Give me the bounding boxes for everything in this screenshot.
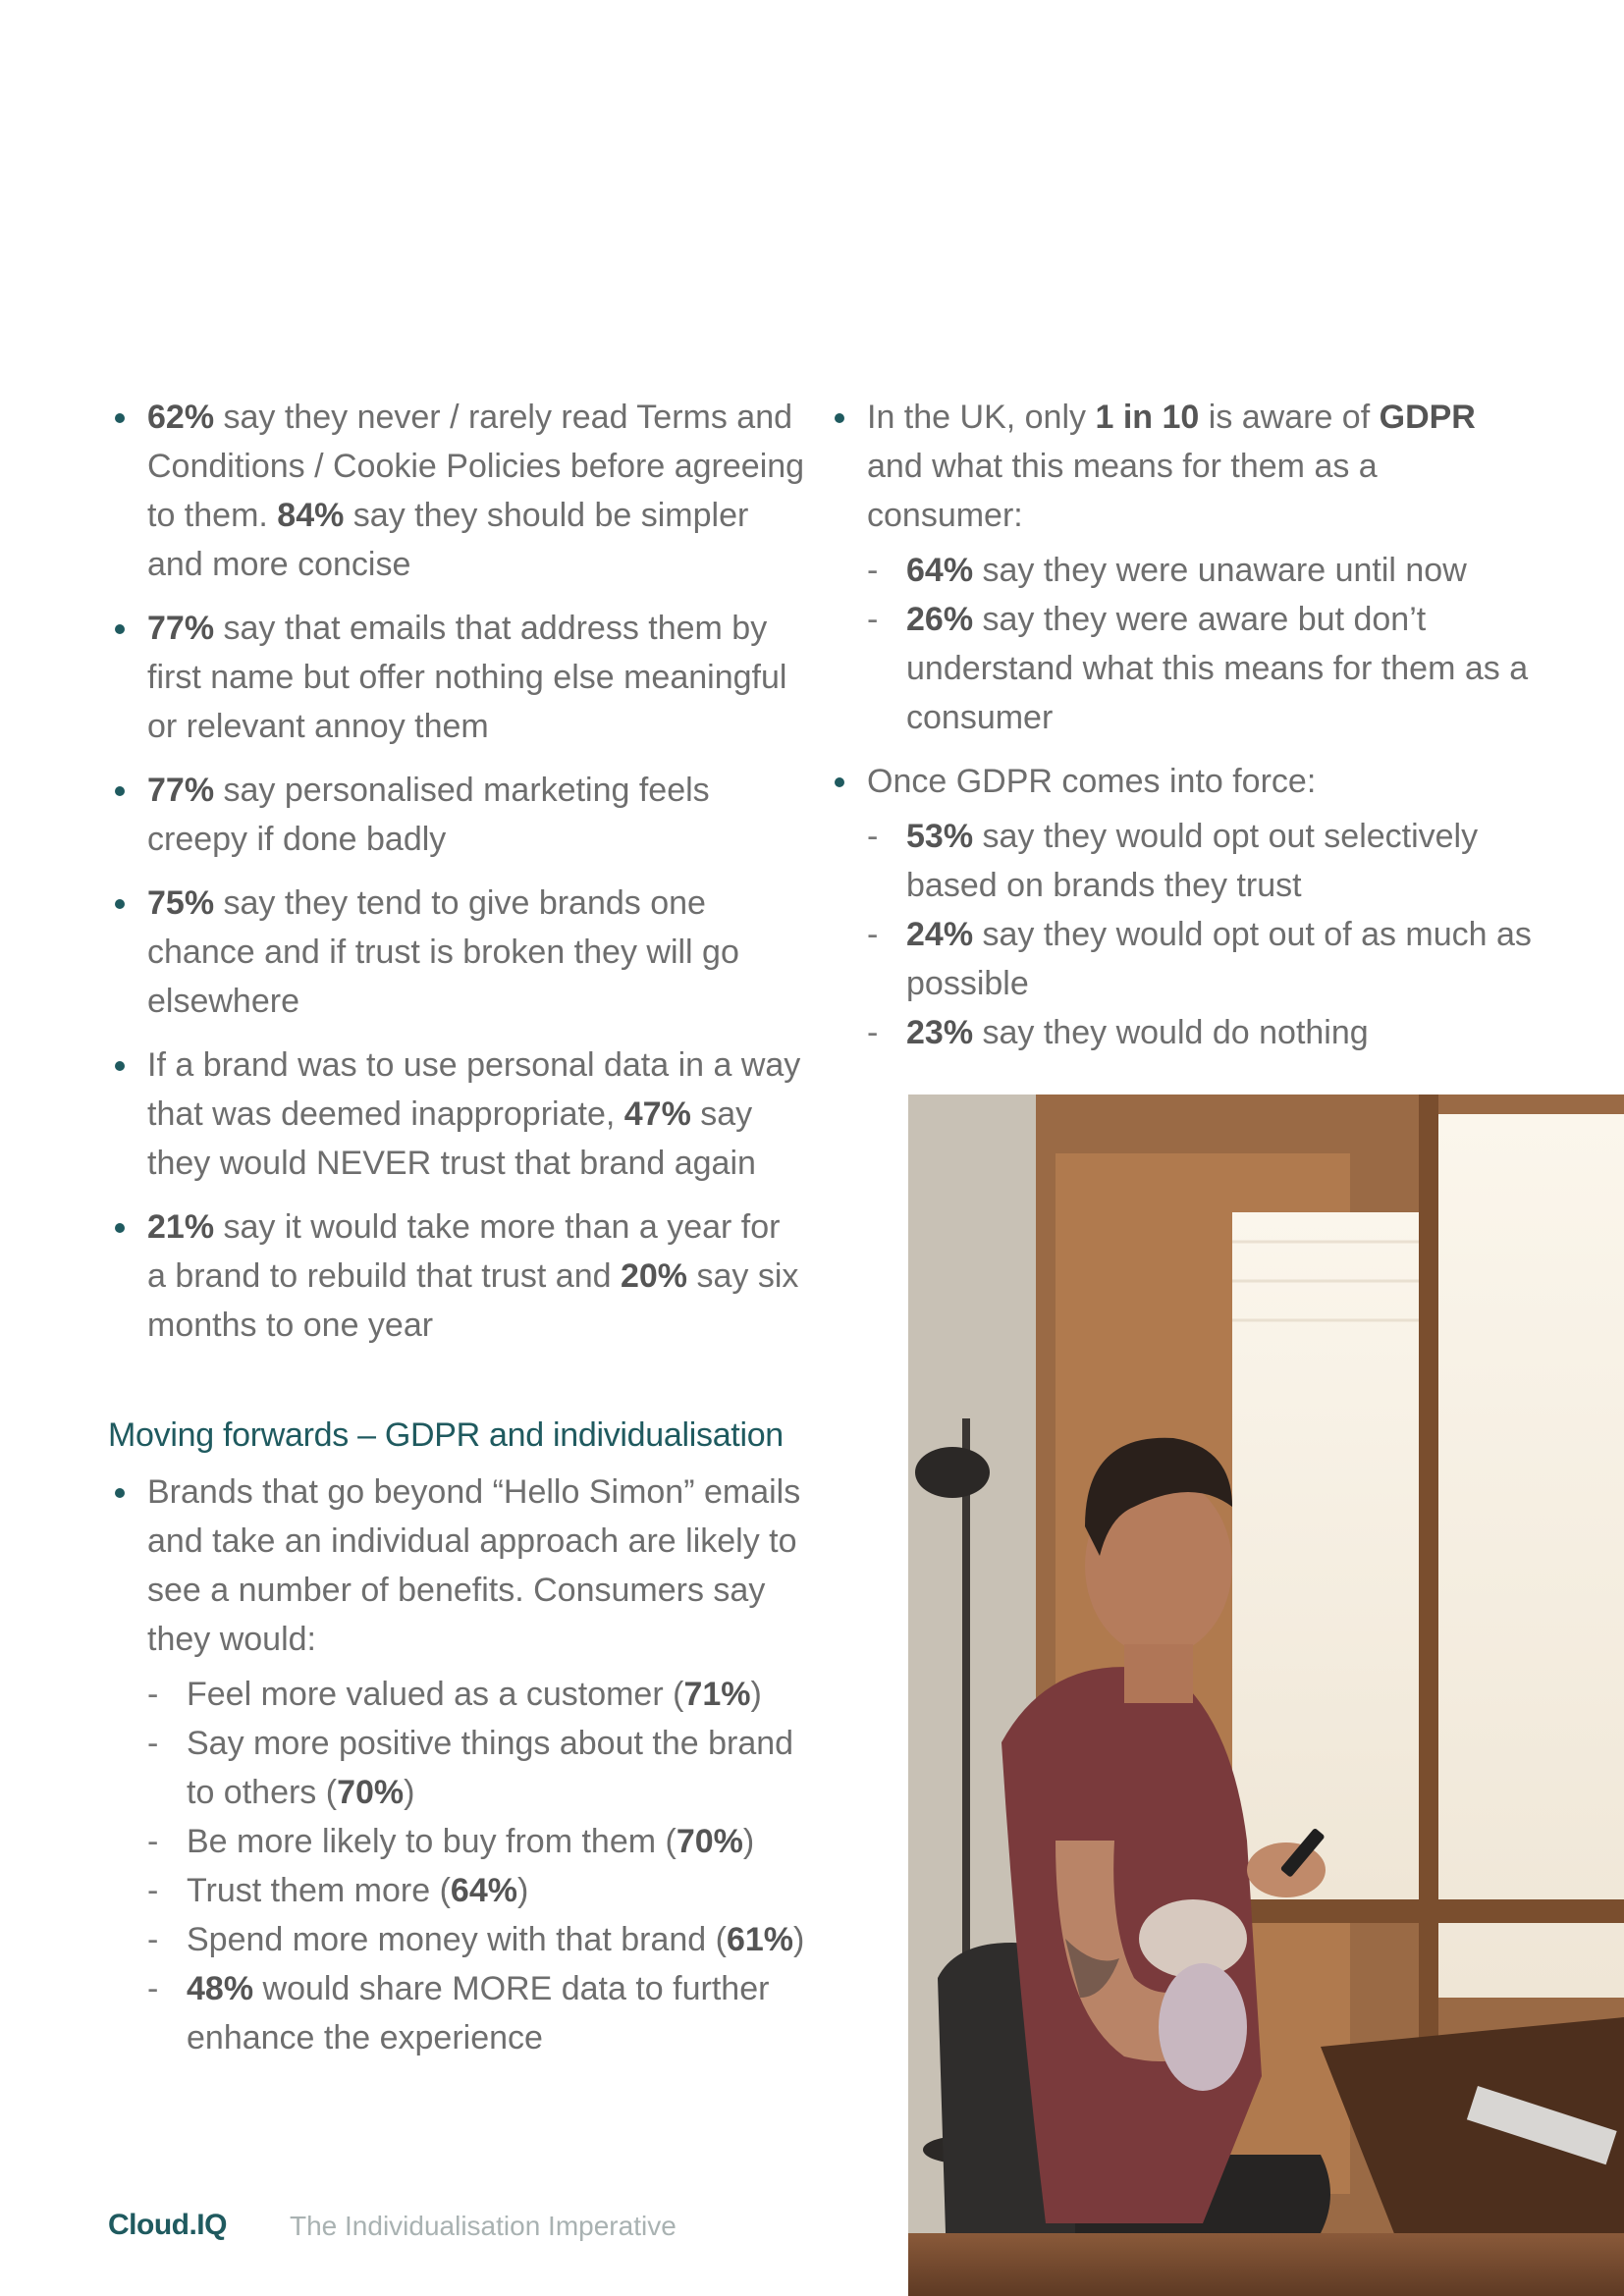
list-text: Say more positive things about the brand to others ( — [187, 1725, 794, 1811]
benefits-list — [108, 1468, 805, 2062]
stat: 70% — [337, 1774, 405, 1811]
sub-list-item — [147, 1670, 805, 1719]
sub-list-item — [147, 1964, 805, 2062]
list-item — [108, 604, 805, 751]
list-text: say that emails that address them by first name but offer nothing else meaningful or relevant annoy them — [147, 610, 787, 745]
list-text: ) — [404, 1774, 415, 1811]
left-column — [108, 393, 805, 2077]
sub-list-item — [147, 1915, 805, 1964]
list-text: say they were unaware until now — [973, 552, 1467, 589]
stat: 71% — [683, 1676, 751, 1713]
list-text: would share MORE data to further enhance the experience — [187, 1970, 770, 2056]
list-item — [828, 393, 1535, 742]
stat: 84% — [277, 497, 345, 534]
list-text: ) — [750, 1676, 762, 1713]
stat: 47% — [623, 1095, 691, 1133]
list-text: Feel more valued as a customer ( — [187, 1676, 684, 1713]
stat: 48% — [187, 1970, 254, 2007]
list-text: say it would take more than a year for a brand to rebuild that trust and — [147, 1208, 781, 1295]
list-item — [108, 1202, 805, 1350]
list-item — [108, 1468, 805, 2062]
photo-illustration — [908, 1095, 1624, 2296]
sub-list-item — [867, 546, 1535, 595]
stat: 77% — [147, 772, 215, 809]
list-item — [108, 1041, 805, 1188]
stat: 75% — [147, 884, 215, 922]
list-text: say they tend to give brands one chance and if trust is broken they will go elsewhere — [147, 884, 739, 1020]
list-text: Be more likely to buy from them ( — [187, 1823, 677, 1860]
cloudiq-logo: Cloud.IQ — [108, 2209, 227, 2241]
list-text: ) — [793, 1921, 805, 1958]
stat: 1 in 10 — [1095, 399, 1200, 436]
list-text: Trust them more ( — [187, 1872, 451, 1909]
stat: 20% — [620, 1257, 688, 1295]
stat: 64% — [450, 1872, 517, 1909]
list-item — [108, 393, 805, 589]
list-text: say they should be simpler and more concise — [147, 497, 749, 583]
list-text: say they never / rarely read Terms and Conditions / Cookie Policies before agreeing to them. — [147, 399, 805, 534]
stat: 70% — [676, 1823, 743, 1860]
sub-list-item — [147, 1817, 805, 1866]
list-text: say they were aware but don’t understand what this means for them as a consumer — [906, 601, 1529, 736]
stats-list — [108, 393, 805, 1350]
awareness-sublist — [867, 546, 1535, 742]
list-text: say they would NEVER trust that brand again — [147, 1095, 756, 1182]
list-text: say six months to one year — [147, 1257, 799, 1344]
list-text: In the UK, only — [867, 399, 1096, 436]
list-text: Once GDPR comes into force: — [867, 763, 1317, 800]
list-text: is aware of — [1199, 399, 1380, 436]
sub-list-item — [147, 1719, 805, 1817]
stat: GDPR — [1379, 399, 1476, 436]
stat: 23% — [906, 1014, 974, 1051]
list-text: say they would do nothing — [973, 1014, 1369, 1051]
sub-list-item — [867, 1008, 1535, 1057]
stat: 26% — [906, 601, 974, 638]
stat: 77% — [147, 610, 215, 647]
list-item — [108, 766, 805, 864]
right-column — [828, 393, 1535, 1072]
list-text: say personalised marketing feels creepy if done badly — [147, 772, 710, 858]
list-item — [828, 757, 1535, 1057]
list-text: and what this means for them as a consumer: — [867, 448, 1378, 534]
stat: 24% — [906, 916, 974, 953]
list-text: ) — [742, 1823, 755, 1860]
list-text: say they would opt out of as much as possible — [906, 916, 1532, 1002]
stat: 62% — [147, 399, 215, 436]
stat: 64% — [906, 552, 974, 589]
sub-list-item — [867, 910, 1535, 1008]
opt-out-sublist — [867, 812, 1535, 1057]
list-text: Spend more money with that brand ( — [187, 1921, 727, 1958]
list-text: Brands that go beyond “Hello Simon” emails and take an individual approach are likely to see a number of benefits. Consumers say they would: — [147, 1473, 801, 1658]
sub-list-item — [867, 812, 1535, 910]
list-text: If a brand was to use personal data in a way that was deemed inappropriate, — [147, 1046, 801, 1133]
benefits-sublist — [147, 1670, 805, 2062]
stat: 21% — [147, 1208, 215, 1246]
sub-list-item — [867, 595, 1535, 742]
gdpr-list — [828, 393, 1535, 1057]
list-text: ) — [516, 1872, 529, 1909]
list-text: say they would opt out selectively based on brands they trust — [906, 818, 1479, 904]
section-heading: Moving forwards – GDPR and individualisation — [108, 1416, 784, 1454]
stat: 53% — [906, 818, 974, 855]
footer-title: The Individualisation Imperative — [290, 2211, 677, 2241]
sub-list-item — [147, 1866, 805, 1915]
man-with-baby-photo — [908, 1095, 1624, 2296]
list-item — [108, 879, 805, 1026]
stat: 61% — [726, 1921, 794, 1958]
